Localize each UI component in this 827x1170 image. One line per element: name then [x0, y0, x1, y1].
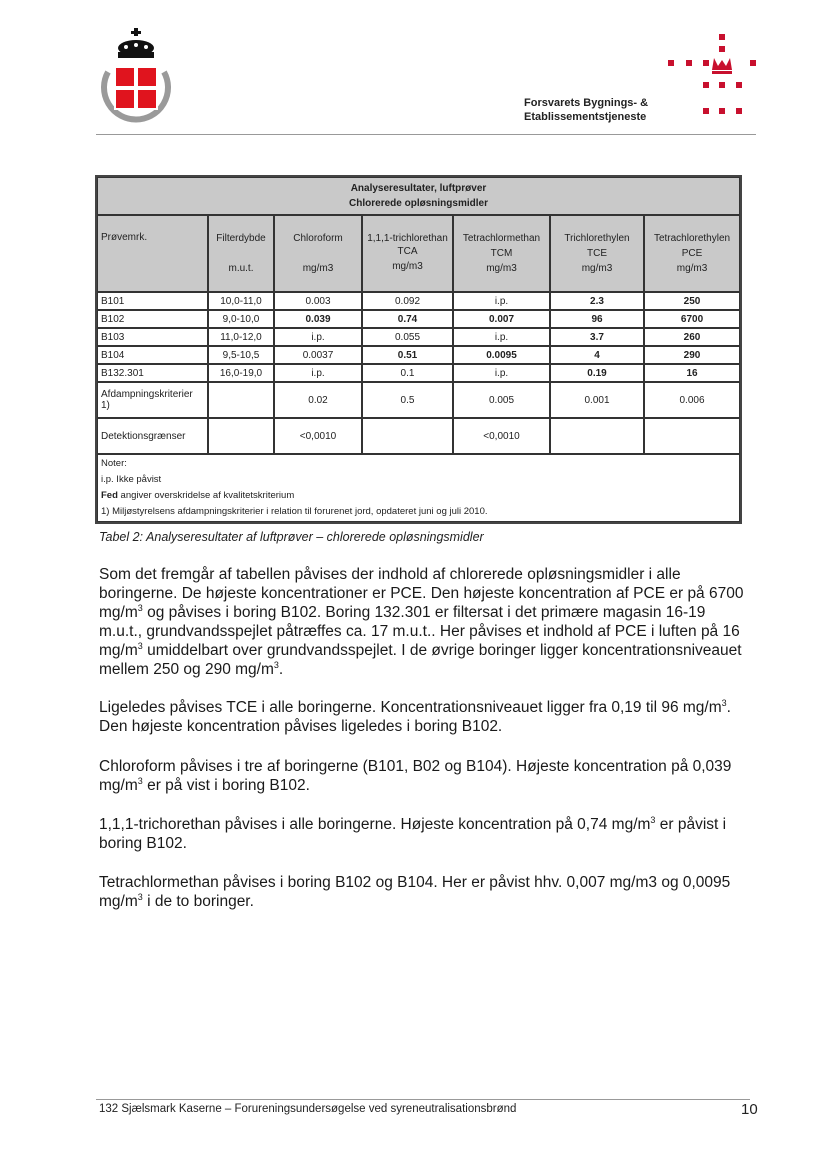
criteria-value: 0.02	[274, 382, 362, 418]
results-table-container	[95, 175, 742, 524]
col-header-label: Prøvemrk.	[101, 232, 148, 243]
cell-value: 0.0037	[274, 346, 362, 364]
page-number: 10	[741, 1101, 758, 1118]
cell-value-exceed: 0.51	[362, 346, 453, 364]
cell-sample: B103	[97, 328, 208, 346]
table-row	[97, 364, 740, 382]
col-header-depth	[208, 215, 274, 292]
col-header-abbr: TCM	[490, 248, 513, 259]
cell-value-exceed: 6700	[644, 310, 740, 328]
cell-value-exceed: 2.3	[550, 292, 644, 310]
org-name-line2: Etablissementstjeneste	[524, 111, 647, 123]
notes-fed-rest: angiver overskridelse af kvalitetskriterium	[117, 490, 295, 501]
table-row	[97, 346, 740, 364]
paragraph: Tetrachlormethan påvises i boring B102 og B104. Her er påvist hhv. 0,007 mg/m3 og 0,0095 $mg/m^3$ i de to boringer.	[99, 874, 731, 910]
table-header-row	[97, 215, 740, 292]
paragraph: 1,1,1-trichorethan påvises i alle boringerne. Højeste koncentration på 0,74 $mg/m^3$ er påvist i boring B102.	[99, 814, 727, 852]
col-header-tca	[362, 215, 453, 292]
col-header-abbr: PCE	[681, 248, 703, 259]
col-header-label: Chloroform	[293, 233, 343, 244]
col-header-label: Trichlorethylen	[564, 233, 630, 244]
paragraph: Chloroform påvises i tre af boringerne (B101, B02 og B104). Højeste koncentration på 0,039 $mg/m^3$ er på vist i boring B102.	[99, 758, 732, 794]
notes-fed-word: Fed	[101, 490, 118, 501]
col-header-unit: mg/m3	[392, 261, 423, 272]
cell-value-exceed: 16	[644, 364, 740, 382]
paragraph: Ligeledes påvises TCE i alle boringerne. Koncentrationsniveauet ligger fra 0,19 til 96 $mg/m^3$. Den højeste koncentration påvises ligeledes i boring B102.	[99, 697, 731, 735]
notes-cell	[97, 454, 740, 522]
table-row	[97, 310, 740, 328]
col-header-unit: mg/m3	[676, 263, 708, 274]
cell-value-exceed: 0.007	[453, 310, 550, 328]
notes-row	[97, 454, 740, 522]
criteria-value: 0.006	[644, 382, 740, 418]
detection-value	[644, 418, 740, 454]
col-header-unit: mg/m3	[486, 263, 517, 274]
criteria-value: 0.001	[550, 382, 644, 418]
col-header-unit: m.u.t.	[228, 263, 254, 274]
notes-ip: i.p. Ikke påvist	[101, 474, 162, 485]
cell-depth: 9,0-10,0	[208, 310, 274, 328]
cell-value-exceed: 0.039	[274, 310, 362, 328]
cell-value-exceed: 4	[550, 346, 644, 364]
detection-row	[97, 418, 740, 454]
detection-value: <0,0010	[274, 418, 362, 454]
criteria-value: 0.005	[453, 382, 550, 418]
col-header-label: 1,1,1-trichlorethan	[367, 233, 448, 244]
cell-value-exceed: 0.19	[550, 364, 644, 382]
cell-sample: B101	[97, 292, 208, 310]
cell-value: 0.055	[362, 328, 453, 346]
cell-value-exceed: 250	[644, 292, 740, 310]
paragraph: Som det fremgår af tabellen påvises der indhold af chlorerede opløsningsmidler i alle boringerne. De højeste koncentrationer er PCE. Den højeste koncentration af PCE er på 6700 $mg/m^3$ og påvises i boring B102. Boring 132.301 er filtersat i det primære magasin 16-19 m.u.t., grundvandsspejlet påtræffes ca. 17 m.u.t.. Her påvises et indhold af PCE i luften på 16 $mg/m^3$ umiddelbart over grundvandsspejlet. I de øvrige boringer ligger koncentrationsniveauet mellem 250 og 290 $mg/m^3$.	[99, 566, 744, 678]
cell-value: i.p.	[274, 364, 362, 382]
cell-sample: B104	[97, 346, 208, 364]
criteria-value: 0.5	[362, 382, 453, 418]
cell-depth: 11,0-12,0	[208, 328, 274, 346]
table-row	[97, 328, 740, 346]
cell-value: i.p.	[453, 364, 550, 382]
footer-text: 132 Sjælsmark Kaserne – Forureningsundersøgelse ved syreneutralisationsbrønd	[99, 1103, 517, 1115]
notes-heading: Noter:	[101, 458, 127, 469]
col-header-tcm	[453, 215, 550, 292]
cell-value: i.p.	[453, 328, 550, 346]
cell-value-exceed: 290	[644, 346, 740, 364]
col-header-pce	[644, 215, 740, 292]
table-title-line2: Chlorerede opløsningsmidler	[349, 198, 488, 209]
col-header-sample	[97, 215, 208, 292]
cell-value: 0.003	[274, 292, 362, 310]
crown-dots-logo	[664, 32, 759, 122]
detection-label: Detektionsgrænser	[97, 418, 208, 454]
cell-value: 0.1	[362, 364, 453, 382]
criteria-label	[97, 382, 208, 418]
col-header-unit: mg/m3	[581, 263, 613, 274]
cell-value-exceed: 96	[550, 310, 644, 328]
cell-value: 0.092	[362, 292, 453, 310]
cell-value-exceed: 0.74	[362, 310, 453, 328]
detection-value: <0,0010	[453, 418, 550, 454]
col-header-abbr: TCA	[397, 246, 418, 257]
cell-sample: B132.301	[97, 364, 208, 382]
criteria-row	[97, 382, 740, 418]
cell-empty	[208, 382, 274, 418]
col-header-unit: mg/m3	[302, 263, 334, 274]
cell-value: i.p.	[453, 292, 550, 310]
cell-value-exceed: 0.0095	[453, 346, 550, 364]
results-table	[95, 175, 742, 524]
notes-fed	[101, 488, 736, 504]
table-caption: Tabel 2: Analyseresultater af luftprøver – chlorerede opløsningsmidler	[99, 530, 484, 544]
cell-depth: 9,5-10,5	[208, 346, 274, 364]
header-divider	[96, 134, 756, 135]
cell-sample: B102	[97, 310, 208, 328]
table-row	[97, 292, 740, 310]
footer-divider	[96, 1099, 750, 1100]
table-title	[97, 177, 740, 215]
col-header-chloroform	[274, 215, 362, 292]
detection-value	[550, 418, 644, 454]
detection-value	[362, 418, 453, 454]
cell-value-exceed: 3.7	[550, 328, 644, 346]
table-title-line1: Analyseresultater, luftprøver	[350, 183, 487, 194]
col-header-label: Tetrachlormethan	[462, 233, 541, 244]
organization-name	[524, 96, 648, 124]
notes-footnote: 1) Miljøstyrelsens afdampningskriterier i relation til forurenet jord, opdateret juni og juli 2010.	[101, 506, 488, 517]
col-header-label: Tetrachlorethylen	[653, 233, 731, 244]
crown-shield-logo	[96, 26, 176, 126]
criteria-label-line1: Afdampningskriterier	[101, 389, 193, 400]
cell-depth: 16,0-19,0	[208, 364, 274, 382]
cell-value-exceed: 260	[644, 328, 740, 346]
cell-depth: 10,0-11,0	[208, 292, 274, 310]
col-header-abbr: TCE	[587, 248, 607, 259]
org-name-line1: Forsvarets Bygnings- &	[524, 97, 649, 109]
col-header-tce	[550, 215, 644, 292]
cell-empty	[208, 418, 274, 454]
cell-value: i.p.	[274, 328, 362, 346]
criteria-label-line2: 1)	[101, 400, 110, 411]
col-header-label: Filterdybde	[216, 233, 266, 244]
